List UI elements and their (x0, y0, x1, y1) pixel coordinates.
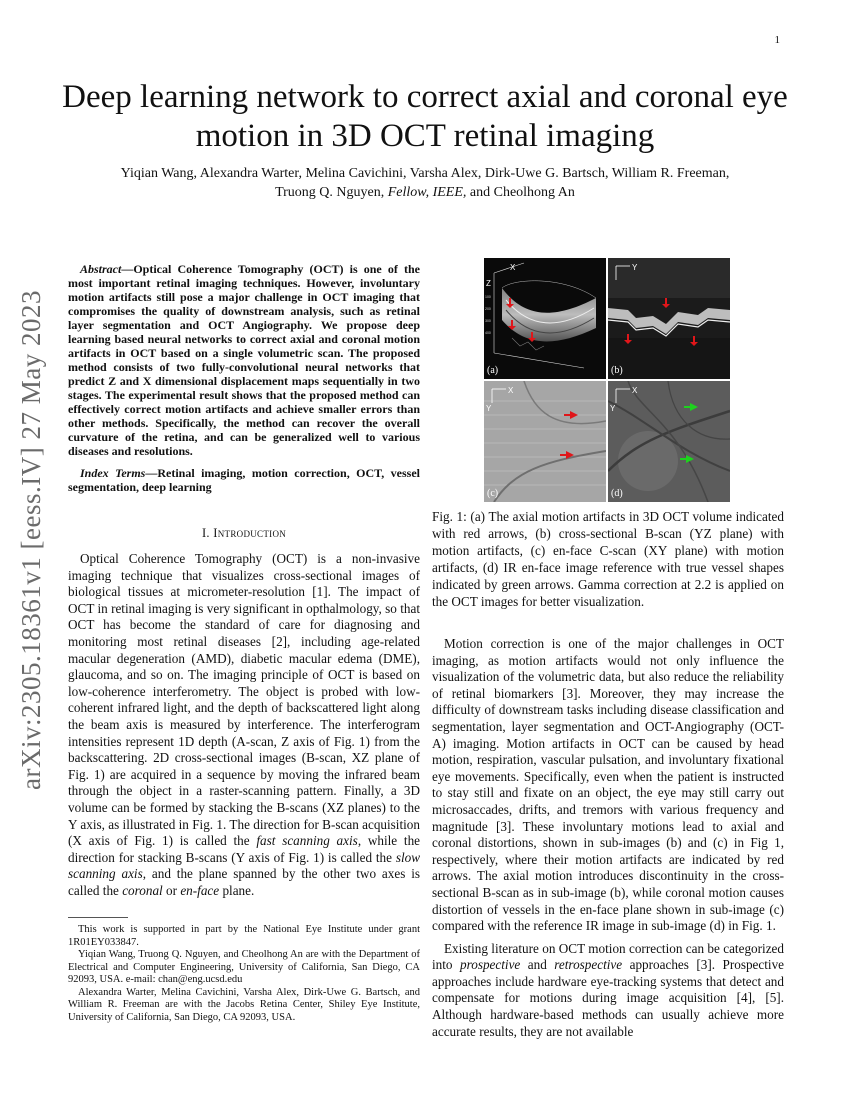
motion-correction-paragraph: Motion correction is one of the major challenges in OCT imaging, as motion artifacts would not only influence the visualization of the volumetric data, but also reduce the reliability of retinal biomarkers [3]. Moreover, they may increase the difficulty of downstream tasks including disease classification and segmentation, layer segmentation and OCT-Angiography (OCT-A) imaging. Motion artifacts in OCT can be caused by head motion, respiration, vascular pulsation, and involuntary fixational eye movements. Specifically, even when the patient is instructed to stay still and fixate on an object, the eye may still carry out microsaccades, drifts, and tremors with various frequency and magnitude [3]. These involuntary motions lead to axial and coronal distortions, shown in sub-images (b) and (c) in Fig 1, respectively, where their motion artifacts are indicated by red arrows. The axial motion introduces discontinuity in the cross-sectional B-scan as in sub-image (b), while coronal motion causes distortion of vessels in the en-face plane shown in sub-image (c) compared with the reference IR image in sub-image (d) in Fig. 1. (432, 636, 784, 934)
author-list (60, 164, 790, 202)
figure-panel-a (484, 258, 606, 379)
panel-label-b: (b) (611, 365, 623, 376)
paper-title: Deep learning network to correct axial and coronal eye motion in 3D OCT retinal imaging (62, 79, 788, 154)
red-arrow-stem (511, 320, 513, 327)
panel-label-c: (c) (487, 488, 499, 499)
tick-a-3: 300 (485, 319, 491, 323)
red-arrow-stem (627, 334, 629, 341)
intro-em-coronal: coronal (122, 882, 163, 898)
axis-y-d: Y (610, 404, 616, 413)
figure-1 (484, 258, 730, 502)
axis-x-d: X (632, 386, 638, 395)
axis-x-c: X (508, 386, 514, 395)
footnote-affiliation-ece: Yiqian Wang, Truong Q. Nguyen, and Cheolhong An are with the Department of Electrical and Computer Engineering, University of California, San Diego, CA 92093, USA. e-mail: chan@eng.ucsd.edu (68, 949, 420, 986)
authors-line-2-pre: Truong Q. Nguyen, (275, 185, 385, 200)
intro-text-5: plane. (222, 882, 255, 898)
figure-panel-c (484, 381, 606, 502)
arxiv-stamp: arXiv:2305.18361v1 [eess.IV] 27 May 2023 (16, 290, 46, 790)
red-arrow-stem (564, 414, 571, 416)
intro-paragraph (68, 551, 420, 899)
lit-text-1: Existing literature on OCT motion correction can be categorized into (432, 940, 784, 973)
oct-volume-image (484, 258, 606, 379)
intro-em-fast-axis: fast scanning axis (256, 833, 358, 849)
left-column (68, 262, 420, 1024)
axis-y-c: Y (486, 404, 492, 413)
red-arrow-stem (665, 298, 667, 305)
footnote-rule (68, 917, 128, 918)
section-number: I. (201, 526, 210, 540)
tick-a-4: 400 (485, 331, 491, 335)
arxiv-stamp-container (16, 290, 76, 810)
cscan-image (484, 381, 606, 502)
tick-a-2: 200 (485, 307, 491, 311)
panel-label-d: (d) (611, 488, 623, 499)
lit-text-2: and (527, 957, 547, 973)
authors-line-2-post: and Cheolhong An (469, 185, 575, 200)
lit-em-retrospective: retrospective (554, 957, 623, 973)
red-arrow-stem (531, 332, 533, 339)
footnote-funding: This work is supported in part by the National Eye Institute under grant 1R01EY033847. (68, 924, 420, 948)
section-title: Introduction (213, 526, 287, 540)
intro-em-en-face: en-face (180, 882, 220, 898)
intro-em-slow-axis: slow scanning axis (68, 849, 420, 882)
green-arrow-stem (680, 458, 687, 460)
page-number: 1 (774, 34, 780, 46)
lit-em-prospective: prospective (459, 957, 521, 973)
index-terms (68, 466, 420, 494)
intro-text-4: or (166, 882, 178, 898)
axis-z-a: Z (486, 279, 491, 288)
abstract-text: —Optical Coherence Tomography (OCT) is one of the most important retinal imaging techniques. However, involuntary motion artifacts still pose a major challenge in OCT imaging that compromises the quality of downstream analysis, such as retinal layer segmentation and OCT Angiography. We propose deep learning based neural networks to correct axial and coronal motion artifacts in OCT based on a single volumetric scan. The proposed method consists of two fully-convolutional neural networks that predict Z and X dimensional displacement maps sequentially in two stages. The experimental result shows that the proposed method can effectively correct motion artifacts and achieve smaller errors than other methods. Specifically, the method can recover the overall curvature of the retina, and can be generalized well to various diseases and resolutions. (68, 262, 420, 458)
green-arrow-stem (684, 406, 691, 408)
footnote-affiliation-jacobs: Alexandra Warter, Melina Cavichini, Varsha Alex, Dirk-Uwe G. Bartsch, and William R. Freeman are with the Jacobs Retina Center, Shiley Eye Institute, University of California, San Diego, CA 92093, USA. (68, 986, 420, 1023)
panel-label-a: (a) (487, 365, 499, 376)
figure-panel-b (608, 258, 730, 379)
existing-literature-paragraph (432, 941, 784, 1041)
axis-x-a: X (510, 263, 516, 272)
index-terms-text: —Retinal imaging, motion correction, OCT, vessel segmentation, deep learning (68, 466, 420, 494)
ir-image (608, 381, 730, 502)
abstract (68, 262, 420, 458)
red-arrow-stem (560, 454, 567, 456)
authors-line-2 (60, 183, 790, 202)
index-terms-label: Index Terms (80, 466, 146, 480)
figure-1-caption: Fig. 1: (a) The axial motion artifacts in 3D OCT volume indicated with red arrows, (b) cross-sectional B-scan (YZ plane) with motion artifacts, (c) en-face C-scan (XY plane) with motion artifacts, (d) IR en-face image reference with true vessel shapes indicated by green arrows. Gamma correction at 2.2 is applied on the OCT images for better visualization. (432, 509, 784, 609)
section-heading (68, 526, 420, 541)
figure-panel-d (608, 381, 730, 502)
abstract-label: Abstract (80, 262, 122, 276)
intro-text-3: , and the plane spanned by the other two axes is called the (68, 866, 420, 898)
tick-a-1: 100 (485, 295, 491, 299)
intro-text-1: Optical Coherence Tomography (OCT) is a non-invasive imaging technique that visualizes cross-sectional images of biological tissues at micrometer-resolution [1]. The impact of OCT in retinal imaging is very significant in opthalmology, so that OCT has become the standard of care for diagnosing and monitoring most retinal diseases [2], including age-related macular degeneration (AMD), diabetic macular edema (DME), glaucoma, and so on. The imaging principle of OCT is based on low-coherence interferometry. The object is probed with low-coherent infrared light, and the depth of backscattered light along the beam axis is measured by interference. The interferogram intensities represent 1D depth (A-scan, Z axis of Fig. 1) from the backscattering. 2D cross-sectional images (B-scan, XZ plane of Fig. 1) are acquired in a sequence by moving the infrared beam through the object in a raster-scanning pattern. Finally, a 3D volume can be formed by stacking the B-scans (XZ planes) to the Y axis, as illustrated in Fig. 1. The direction for B-scan acquisition (X axis of Fig. 1) is called the (68, 551, 420, 849)
lit-text-3: approaches [3]. Prospective approaches include hardware eye-tracking systems that detect and compensate for motions during image acquisition [4], [5]. Although hardware-based methods can usually achieve more accurate results, they are not available (432, 957, 785, 1039)
authors-fellow-ieee: Fellow, IEEE, (387, 185, 467, 200)
red-arrow-stem (509, 298, 511, 305)
intro-text-2: , while the direction for stacking B-scans (Y axis of Fig. 1) is called the (68, 833, 421, 865)
red-arrow-stem (693, 336, 695, 343)
bscan-image (608, 258, 730, 379)
authors-line-1: Yiqian Wang, Alexandra Warter, Melina Cavichini, Varsha Alex, Dirk-Uwe G. Bartsch, William R. Freeman, (120, 166, 730, 181)
right-column (432, 262, 784, 1040)
axis-y-b: Y (632, 263, 638, 272)
